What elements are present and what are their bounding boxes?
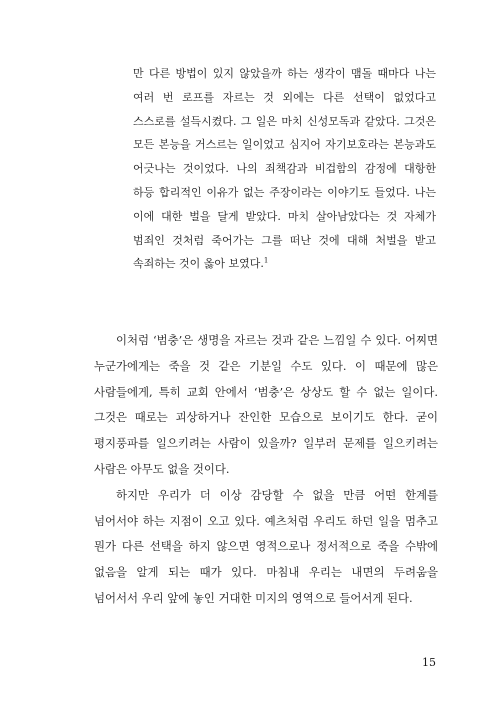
page-number: 15 (422, 656, 436, 669)
block-quote-text: 만 다른 방법이 있지 않았을까 하는 생각이 맴돌 때마다 나는 여러 번 로프를 자르는 것 외에는 다른 선택이 없었다고 스스로를 설득시켰다. 그 일은 마치 신성모독과 같았다. 그것은 모든 본능을 거스르는 일이었고 심지어 자기보호라는 본능과도 어긋나는 것이었다. 나의 죄책감과 비겁함의 감정에 대항한 하등 합리적인 이유가 없는 주장이라는 이야기도 들었다. 나는 이에 대한 벌을 달게 받았다. 마치 살아남았다는 것 자체가 범죄인 것처럼 죽어가는 그를 떠난 것에 대해 처벌을 받고 속죄하는 것이 옳아 보였다. (133, 67, 436, 271)
body-text (94, 328, 438, 612)
body-paragraph: 하지만 우리가 더 이상 감당할 수 없을 만큼 어떤 한계를 넘어서야 하는 지점이 오고 있다. 예츠처럼 우리도 하던 일을 멈추고 뭔가 다른 선택을 하지 않으면 영적으로나 정서적으로 죽을 수밖에 없음을 알게 되는 때가 있다. 마침내 우리는 내면의 두려움을 넘어서서 우리 앞에 놓인 거대한 미지의 영역으로 들어서게 된다. (94, 487, 438, 605)
block-quote (133, 62, 436, 276)
body-paragraph: 이처럼 ‘범충’은 생명을 자르는 것과 같은 느낌일 수 있다. 어찌면 누군가에게는 죽을 것 같은 기분일 수도 있다. 이 때문에 많은 사람들에게, 특히 교회 안에서 ‘범충’은 상상도 할 수 없는 일이다. 그것은 때로는 괴상하거나 잔인한 모습으로 보이기도 한다. 굳이 평지풍파를 일으키려는 사람이 있을까? 일부러 문제를 일으키려는 사람은 아무도 없을 것이다. (94, 333, 438, 476)
footnote-marker: 1 (263, 256, 269, 265)
